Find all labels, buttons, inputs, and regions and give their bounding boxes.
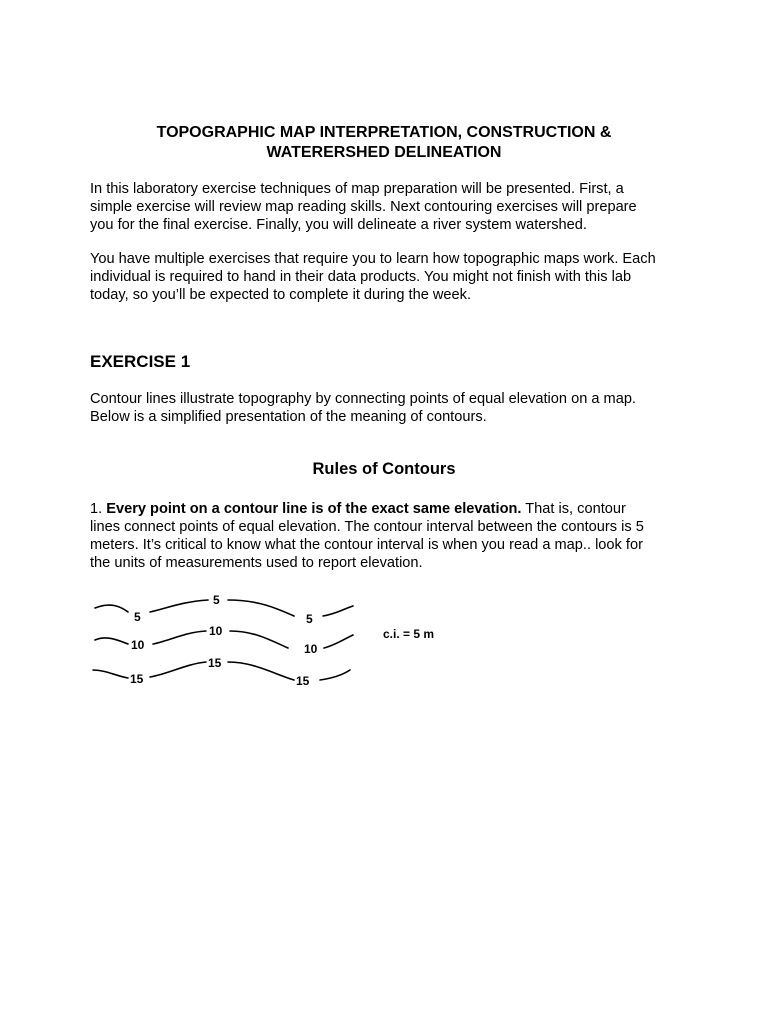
rule-1-line: lines connect points of equal elevation. The contour interval between the contours is 5 (90, 519, 644, 535)
contour-line-5 (95, 605, 128, 612)
contour-line-10 (230, 631, 288, 648)
intro-paragraph (90, 180, 690, 234)
requirements-line: You have multiple exercises that require you to learn how topographic maps work. Each (90, 251, 656, 267)
exercise-1-heading: EXERCISE 1 (90, 352, 191, 371)
rule-1-first-line (90, 500, 690, 518)
contour-line-15 (228, 662, 294, 680)
rules-heading: Rules of Contours (312, 460, 456, 478)
contour-intro-paragraph (90, 390, 690, 426)
requirements-line: individual is required to hand in their data products. You might not finish with this lab (90, 269, 632, 285)
contour-label-10: 10 (304, 642, 318, 656)
requirements-line: today, so you’ll be expected to complete it during the week. (90, 287, 472, 303)
rule-1-line: the units of measurements used to report elevation. (90, 555, 423, 571)
document-title (90, 123, 678, 163)
rule-1-bold-statement: Every point on a contour line is of the exact same elevation. (106, 501, 522, 517)
contour-label-15: 15 (130, 672, 144, 686)
intro-line: In this laboratory exercise techniques of map preparation will be presented. First, a (90, 181, 624, 197)
contour-line-15 (150, 662, 206, 677)
contour-label-5: 5 (213, 593, 220, 607)
contour-label-15: 15 (296, 674, 310, 688)
intro-line: you for the final exercise. Finally, you will delineate a river system watershed. (90, 217, 587, 233)
contour-interval-label: c.i. = 5 m (383, 627, 435, 641)
rule-1-number: 1. (90, 501, 107, 517)
contour-line-5 (150, 600, 208, 612)
contour-label-10: 10 (131, 638, 145, 652)
requirements-paragraph (90, 250, 690, 304)
contour-line-15 (93, 670, 128, 678)
rule-1-continuation: That is, contour (521, 501, 626, 517)
contour-label-15: 15 (208, 656, 222, 670)
contour-line-15 (320, 670, 350, 680)
contour-diagram (88, 588, 368, 692)
contour-line-5 (323, 606, 353, 616)
contour-line-10 (153, 631, 206, 644)
contour-label-5: 5 (306, 612, 313, 626)
contour-line-10 (95, 638, 128, 644)
title-line-1: TOPOGRAPHIC MAP INTERPRETATION, CONSTRUCTION & (156, 124, 612, 141)
contour-line-5 (228, 600, 294, 616)
title-line-2: WATERERSHED DELINEATION (266, 144, 502, 161)
contour-line-10 (324, 635, 353, 648)
contour-label-5: 5 (134, 610, 141, 624)
rule-1-paragraph (90, 500, 690, 572)
contour-intro-line: Below is a simplified presentation of the meaning of contours. (90, 409, 487, 425)
intro-line: simple exercise will review map reading skills. Next contouring exercises will prepare (90, 199, 637, 215)
rule-1-line: meters. It’s critical to know what the contour interval is when you read a map.. look for (90, 537, 643, 553)
contour-label-10: 10 (209, 624, 223, 638)
contour-intro-line: Contour lines illustrate topography by connecting points of equal elevation on a map. (90, 391, 636, 407)
